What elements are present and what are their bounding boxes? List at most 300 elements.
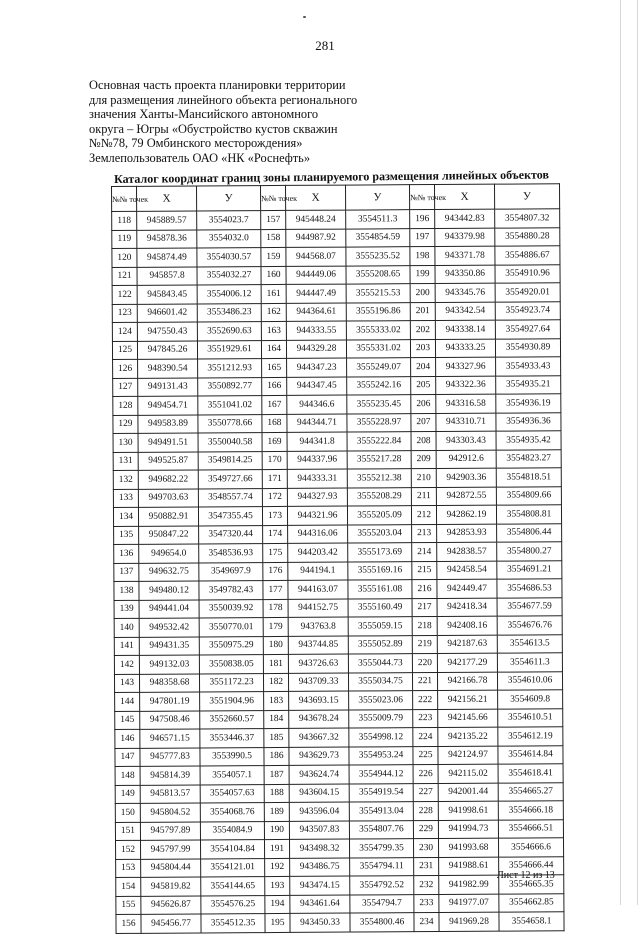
x-cell: 943763.8: [288, 617, 348, 636]
point-number-cell: 229: [413, 820, 438, 839]
y-cell: 3553486.23: [197, 303, 261, 322]
y-cell: 3555160.49: [348, 598, 412, 617]
point-number-cell: 163: [261, 321, 286, 340]
x-cell: 944568.07: [286, 247, 346, 266]
point-number-cell: 231: [414, 857, 439, 876]
header-line: Землепользователь ОАО «НК «Роснефть»: [89, 150, 311, 165]
point-number-cell: 183: [264, 691, 289, 710]
point-number-cell: 144: [115, 692, 140, 711]
x-cell: 943303.43: [436, 431, 496, 450]
point-number-cell: 148: [115, 766, 140, 785]
point-number-cell: 141: [114, 637, 139, 656]
x-cell: 942458.54: [437, 561, 497, 580]
x-cell: 945797.89: [140, 821, 200, 840]
point-number-cell: 213: [412, 524, 437, 543]
x-cell: 943474.15: [290, 876, 350, 895]
point-number-cell: 200: [410, 284, 435, 303]
x-cell: 943486.75: [290, 858, 350, 877]
point-number-cell: 193: [265, 876, 290, 895]
point-number-cell: 217: [412, 598, 437, 617]
point-number-cell: 190: [264, 821, 289, 840]
x-cell: 944364.61: [286, 303, 346, 322]
x-cell: 942187.63: [437, 635, 497, 654]
point-number-cell: 166: [262, 377, 287, 396]
x-cell: 943461.64: [290, 895, 350, 914]
point-number-cell: 147: [115, 748, 140, 767]
point-number-cell: 120: [112, 248, 137, 267]
point-number-cell: 127: [113, 378, 138, 397]
y-cell: 3555023.06: [349, 691, 413, 710]
x-cell: 945889.57: [137, 211, 197, 230]
y-cell: 3554666.18: [498, 801, 563, 820]
x-cell: 942145.66: [438, 709, 498, 728]
y-cell: 3555052.89: [348, 635, 412, 654]
point-number-cell: 136: [114, 544, 139, 563]
y-cell: 3548557.74: [198, 488, 262, 507]
sheet-number: Лист 12 из 13: [497, 870, 555, 881]
x-cell: 946571.15: [140, 729, 200, 748]
point-number-cell: 155: [116, 896, 141, 915]
x-cell: 942115.02: [438, 764, 498, 783]
x-cell: 943498.32: [289, 839, 349, 858]
x-cell: 942449.47: [437, 579, 497, 598]
x-cell: 943338.14: [435, 320, 495, 339]
x-cell: 942853.93: [437, 524, 497, 543]
y-cell: 3554823.27: [496, 449, 561, 468]
y-cell: 3551904.96: [200, 692, 264, 711]
point-number-cell: 223: [413, 709, 438, 728]
x-cell: 949525.87: [138, 451, 198, 470]
x-cell: 944327.93: [287, 488, 347, 507]
y-cell: 3554665.35: [499, 875, 564, 894]
y-cell: 3555235.45: [347, 395, 411, 414]
x-cell: 943310.71: [436, 413, 496, 432]
y-cell: 3555215.53: [346, 284, 410, 303]
point-number-cell: 176: [263, 562, 288, 581]
point-number-cell: 139: [114, 600, 139, 619]
point-number-cell: 185: [264, 728, 289, 747]
y-cell: 3554806.44: [497, 523, 562, 542]
x-cell: 943693.15: [289, 691, 349, 710]
point-number-cell: 158: [261, 229, 286, 248]
x-cell: 949632.75: [139, 562, 199, 581]
point-number-cell: 203: [410, 339, 435, 358]
point-number-cell: 212: [411, 506, 436, 525]
y-cell: 3550039.92: [199, 599, 263, 618]
point-number-cell: 162: [261, 303, 286, 322]
y-cell: 3555222.84: [347, 432, 411, 451]
y-cell: 3550778.66: [198, 414, 262, 433]
point-number-cell: 219: [412, 635, 437, 654]
y-cell: 3554913.04: [349, 802, 413, 821]
point-number-cell: 157: [261, 210, 286, 229]
x-cell: 944152.75: [288, 599, 348, 618]
point-number-cell: 153: [116, 859, 141, 878]
x-cell: 944194.1: [288, 562, 348, 581]
y-cell: 3554144.65: [201, 877, 265, 896]
x-cell: 943350.86: [435, 265, 495, 284]
x-cell: 941982.99: [439, 875, 499, 894]
y-cell: 3554920.01: [495, 283, 560, 302]
header-line: для размещения линейного объекта регионального: [89, 92, 358, 107]
y-cell: 3554023.7: [197, 211, 261, 230]
point-number-cell: 208: [411, 432, 436, 451]
point-number-cell: 143: [114, 674, 139, 693]
point-number-cell: 205: [411, 376, 436, 395]
x-cell: 947801.19: [140, 692, 200, 711]
y-cell: 3555208.29: [347, 487, 411, 506]
point-number-cell: 152: [115, 840, 140, 859]
x-cell: 943442.83: [435, 209, 495, 228]
x-cell: 948390.54: [138, 359, 198, 378]
x-cell: 943342.54: [435, 302, 495, 321]
header-line: округа – Югры «Обустройство кустов скважин: [89, 121, 338, 136]
x-cell: 949532.42: [139, 618, 199, 637]
y-cell: 3551929.61: [197, 340, 261, 359]
x-cell: 949654.0: [139, 544, 199, 563]
y-cell: 3552660.57: [200, 710, 264, 729]
point-number-cell: 206: [411, 395, 436, 414]
point-number-cell: 187: [264, 765, 289, 784]
y-cell: 3554512.35: [201, 914, 265, 933]
point-number-cell: 154: [116, 877, 141, 896]
scan-edge-line: [620, 0, 621, 905]
point-number-cell: 195: [265, 913, 290, 932]
y-cell: 3554800.27: [497, 542, 562, 561]
y-cell: 3554032.27: [197, 266, 261, 285]
x-cell: 949703.63: [138, 488, 198, 507]
y-cell: 3554610.06: [497, 671, 562, 690]
point-number-cell: 180: [263, 636, 288, 655]
x-cell: 942001.44: [438, 783, 498, 802]
x-cell: 949431.35: [139, 636, 199, 655]
header-line: Основная часть проекта планировки территории: [89, 78, 346, 92]
x-cell: 943371.78: [435, 246, 495, 265]
y-cell: 3554933.43: [496, 357, 561, 376]
y-cell: 3555249.07: [347, 358, 411, 377]
x-cell: 949491.51: [138, 433, 198, 452]
y-cell: 3555034.75: [348, 672, 412, 691]
y-cell: 3554818.51: [496, 468, 561, 487]
y-cell: 3554032.0: [197, 229, 261, 248]
x-cell: 944341.8: [287, 432, 347, 451]
x-cell: 942408.16: [437, 616, 497, 635]
point-number-cell: 173: [262, 506, 287, 525]
x-cell: 944344.71: [287, 414, 347, 433]
point-number-cell: 167: [262, 395, 287, 414]
y-cell: 3554686.53: [497, 579, 562, 598]
point-number-cell: 161: [261, 284, 286, 303]
point-number-cell: 160: [261, 266, 286, 285]
y-cell: 3555196.86: [346, 302, 410, 321]
scan-speck: [303, 16, 306, 18]
x-cell: 942124.97: [438, 746, 498, 765]
x-cell: 942872.55: [436, 487, 496, 506]
point-number-cell: 228: [413, 802, 438, 821]
y-cell: 3554927.64: [495, 320, 560, 339]
point-number-cell: 164: [261, 340, 286, 359]
y-cell: 3554676.76: [497, 616, 562, 635]
y-cell: 3555009.79: [349, 709, 413, 728]
y-cell: 3554936.36: [496, 412, 561, 431]
point-number-cell: 165: [262, 358, 287, 377]
point-number-cell: 134: [113, 507, 138, 526]
x-cell: 944333.55: [286, 321, 346, 340]
y-cell: 3554121.01: [201, 858, 265, 877]
point-number-cell: 129: [113, 415, 138, 434]
point-number-cell: 175: [263, 543, 288, 562]
x-cell: 944347.45: [287, 377, 347, 396]
y-cell: 3550975.29: [199, 636, 263, 655]
header-x: X: [137, 186, 197, 211]
x-cell: 949454.71: [138, 396, 198, 415]
point-number-cell: 201: [410, 302, 435, 321]
y-cell: 3554665.27: [498, 782, 563, 801]
point-number-cell: 168: [262, 414, 287, 433]
y-cell: 3554666.44: [499, 856, 564, 875]
x-cell: 944337.96: [287, 451, 347, 470]
x-cell: 945456.77: [141, 914, 201, 933]
x-cell: 943744.85: [288, 636, 348, 655]
x-cell: 944447.49: [286, 284, 346, 303]
point-number-cell: 234: [414, 913, 439, 932]
y-cell: 3547320.44: [199, 525, 263, 544]
x-cell: 942838.57: [437, 542, 497, 561]
y-cell: 3552690.63: [197, 322, 261, 341]
y-cell: 3554800.46: [350, 913, 414, 932]
point-number-cell: 145: [115, 711, 140, 730]
point-number-cell: 140: [114, 618, 139, 637]
header-y: У: [345, 185, 409, 210]
x-cell: 943709.33: [288, 673, 348, 692]
x-cell: 950847.22: [139, 525, 199, 544]
y-cell: 3555161.08: [348, 580, 412, 599]
x-cell: 944316.06: [288, 525, 348, 544]
y-cell: 3554677.59: [497, 597, 562, 616]
x-cell: 941998.61: [438, 801, 498, 820]
x-cell: 945874.49: [137, 248, 197, 267]
x-cell: 944203.42: [288, 543, 348, 562]
point-number-cell: 123: [112, 304, 137, 323]
x-cell: 949480.12: [139, 581, 199, 600]
y-cell: 3554618.41: [498, 764, 563, 783]
y-cell: 3550040.58: [198, 433, 262, 452]
y-cell: 3551212.93: [198, 359, 262, 378]
y-cell: 3554919.54: [349, 783, 413, 802]
x-cell: 941993.68: [438, 838, 498, 857]
x-cell: 947845.26: [137, 340, 197, 359]
header-x: X: [434, 184, 494, 209]
y-cell: 3554910.96: [495, 264, 560, 283]
x-cell: 942135.22: [438, 727, 498, 746]
y-cell: 3550770.01: [199, 618, 263, 637]
scan-edge-line: [637, 0, 638, 905]
point-number-cell: 146: [115, 729, 140, 748]
point-number-cell: 199: [410, 265, 435, 284]
x-cell: 942903.36: [436, 468, 496, 487]
point-number-cell: 202: [410, 321, 435, 340]
point-number-cell: 232: [414, 876, 439, 895]
point-number-cell: 126: [113, 359, 138, 378]
page-number: 281: [315, 38, 335, 53]
point-number-cell: 174: [263, 525, 288, 544]
table-body: [112, 209, 564, 933]
x-cell: 943450.33: [290, 913, 350, 932]
y-cell: 3547355.45: [198, 507, 262, 526]
x-cell: 943322.36: [436, 376, 496, 395]
header-point-number: №№ точек: [112, 186, 137, 211]
point-number-cell: 133: [113, 489, 138, 508]
y-cell: 3554614.84: [498, 745, 563, 764]
y-cell: 3549697.9: [199, 562, 263, 581]
x-cell: 942177.29: [437, 653, 497, 672]
point-number-cell: 197: [410, 228, 435, 247]
y-cell: 3555212.38: [347, 469, 411, 488]
point-number-cell: 125: [112, 341, 137, 360]
x-cell: 949131.43: [138, 377, 198, 396]
point-number-cell: 124: [112, 322, 137, 341]
point-number-cell: 169: [262, 432, 287, 451]
point-number-cell: 156: [116, 914, 141, 933]
point-number-cell: 172: [262, 488, 287, 507]
y-cell: 3554807.76: [349, 820, 413, 839]
point-number-cell: 224: [413, 728, 438, 747]
y-cell: 3554930.89: [495, 338, 560, 357]
x-cell: 943345.76: [435, 283, 495, 302]
y-cell: 3549727.66: [198, 470, 262, 489]
y-cell: 3554794.7: [350, 894, 414, 913]
x-cell: 943726.63: [288, 654, 348, 673]
point-number-cell: 130: [113, 433, 138, 452]
point-number-cell: 135: [114, 526, 139, 545]
x-cell: 943316.58: [436, 394, 496, 413]
y-cell: 3554609.8: [498, 690, 563, 709]
y-cell: 3548536.93: [199, 544, 263, 563]
point-number-cell: 132: [113, 470, 138, 489]
y-cell: 3554935.21: [496, 375, 561, 394]
point-number-cell: 233: [414, 894, 439, 913]
y-cell: 3554691.21: [497, 560, 562, 579]
y-cell: 3555242.16: [347, 376, 411, 395]
point-number-cell: 188: [264, 784, 289, 803]
x-cell: 943327.96: [436, 357, 496, 376]
point-number-cell: 171: [262, 469, 287, 488]
y-cell: 3554998.12: [349, 728, 413, 747]
point-number-cell: 222: [413, 691, 438, 710]
x-cell: 950882.91: [138, 507, 198, 526]
point-number-cell: 225: [413, 746, 438, 765]
y-cell: 3553990.5: [200, 747, 264, 766]
x-cell: 945843.45: [137, 285, 197, 304]
point-number-cell: 191: [264, 839, 289, 858]
x-cell: 943507.83: [289, 821, 349, 840]
point-number-cell: 119: [112, 230, 137, 249]
x-cell: 942912.6: [436, 450, 496, 469]
x-cell: 945804.44: [141, 858, 201, 877]
point-number-cell: 159: [261, 247, 286, 266]
y-cell: 3554935.42: [496, 431, 561, 450]
x-cell: 949441.04: [139, 599, 199, 618]
y-cell: 3555044.73: [348, 654, 412, 673]
table-header-row: [112, 184, 560, 212]
y-cell: 3554104.84: [200, 840, 264, 859]
catalog-title: Каталог координат границ зоны планируемого размещения линейных объектов: [114, 167, 549, 186]
x-cell: 945804.52: [140, 803, 200, 822]
y-cell: 3554030.57: [197, 248, 261, 267]
y-cell: 3550892.77: [198, 377, 262, 396]
point-number-cell: 210: [411, 469, 436, 488]
x-cell: 949132.03: [139, 655, 199, 674]
y-cell: 3555169.16: [348, 561, 412, 580]
x-cell: 945857.8: [137, 266, 197, 285]
point-number-cell: 194: [265, 895, 290, 914]
x-cell: 944321.96: [287, 506, 347, 525]
table-row: [116, 912, 564, 933]
x-cell: 945626.87: [141, 895, 201, 914]
y-cell: 3551041.02: [198, 396, 262, 415]
y-cell: 3555228.97: [347, 413, 411, 432]
coordinates-table: [111, 183, 565, 933]
x-cell: 942156.21: [438, 690, 498, 709]
y-cell: 3554799.35: [349, 839, 413, 858]
point-number-cell: 211: [411, 487, 436, 506]
point-number-cell: 170: [262, 451, 287, 470]
point-number-cell: 182: [263, 673, 288, 692]
point-number-cell: 121: [112, 267, 137, 286]
x-cell: 944163.07: [288, 580, 348, 599]
point-number-cell: 151: [115, 822, 140, 841]
y-cell: 3550838.05: [199, 655, 263, 674]
x-cell: 943596.04: [289, 802, 349, 821]
point-number-cell: 179: [263, 617, 288, 636]
point-number-cell: 189: [264, 802, 289, 821]
point-number-cell: 207: [411, 413, 436, 432]
x-cell: 946601.42: [137, 303, 197, 322]
point-number-cell: 216: [412, 580, 437, 599]
x-cell: 941969.28: [439, 912, 499, 931]
y-cell: 3554944.12: [349, 765, 413, 784]
x-cell: 943624.74: [289, 765, 349, 784]
point-number-cell: 227: [413, 783, 438, 802]
point-number-cell: 137: [114, 563, 139, 582]
header-line: №№78, 79 Омбинского месторождения»: [89, 136, 303, 151]
point-number-cell: 230: [413, 839, 438, 858]
y-cell: 3549782.43: [199, 581, 263, 600]
x-cell: 945878.36: [137, 229, 197, 248]
point-number-cell: 138: [114, 581, 139, 600]
x-cell: 945448.24: [286, 210, 346, 229]
x-cell: 941988.61: [439, 857, 499, 876]
point-number-cell: 142: [114, 655, 139, 674]
header-point-number: №№ точек: [261, 185, 286, 210]
y-cell: 3554886.67: [495, 246, 560, 265]
y-cell: 3554807.32: [495, 209, 560, 228]
point-number-cell: 131: [113, 452, 138, 471]
y-cell: 3555203.04: [348, 524, 412, 543]
y-cell: 3554057.1: [200, 766, 264, 785]
point-number-cell: 181: [263, 654, 288, 673]
x-cell: 948358.68: [139, 673, 199, 692]
point-number-cell: 177: [263, 580, 288, 599]
point-number-cell: 226: [413, 765, 438, 784]
point-number-cell: 118: [112, 211, 137, 230]
y-cell: 3554792.52: [350, 876, 414, 895]
point-number-cell: 186: [264, 747, 289, 766]
y-cell: 3555331.02: [346, 339, 410, 358]
y-cell: 3555059.15: [348, 617, 412, 636]
point-number-cell: 214: [412, 543, 437, 562]
y-cell: 3554662.85: [499, 893, 564, 912]
